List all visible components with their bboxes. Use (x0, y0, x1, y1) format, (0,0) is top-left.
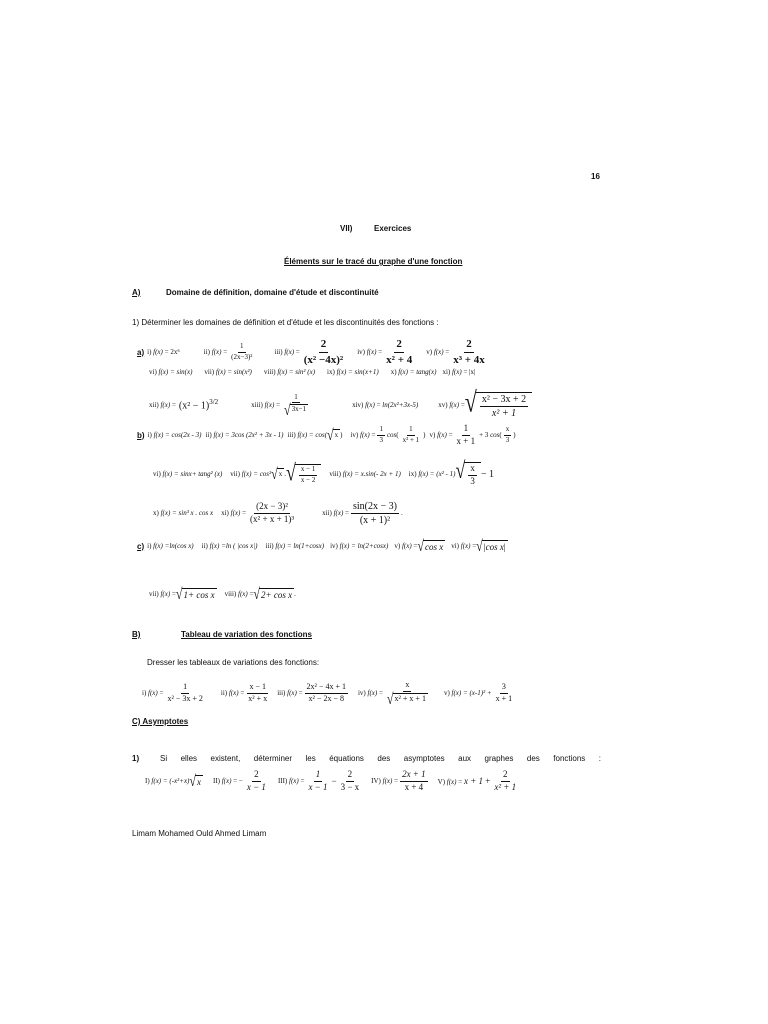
section-title: Exercices (374, 224, 412, 233)
formula-row-b2: vi) f(x) = sinx+ tang² (x) vii) f(x) = cos² √ x . √ $\frac{x - 1}{x - 2}$ viii) f(x) = x.sin(- 2x + 1) ix) f(x) = (x² - 1) √ $\frac{x}{3}$ − 1 (153, 456, 494, 486)
formula-row-b1: b) i) f(x) = cos(2x - 3) ii) f(x) = 3cos (2x² + 3x - 1) iii) f(x) = cos( √ x ) iv) f(x) = $\frac{1}{3}$ cos( $\frac{1}{\text{x² + 1}}$ ) v) f(x) = $\frac{1}{x + 1}$ + 3 cos( $\frac{x}{3}$ ) (137, 422, 516, 446)
formula-row-c-part: I) f(x) = (-x²+x) √ x II) f(x) = − $\frac{2}{x - 1}$ III) f(x) = $\frac{1}{x - 1}$ − $\frac{2}{3 - x}$ IV) f(x) = $\frac{2x + 1}{x + 4}$ V) f(x) = x + 1 + $\frac{2}{\text{x² + 1}}$ (145, 768, 517, 792)
formula-row-b3: x) f(x) = sin³ x . cos x xi) f(x) = $\frac{\text{(2x − 3)²}}{\text{(x² + x + 1)³}}$ xii) f(x) = $\frac{\sin(2x - 3)}{\text{(x + 1)²}}$ . (153, 500, 403, 526)
part-b-label: B) (132, 630, 141, 639)
formula-row-c2: vii) f(x) = √ 1+ cos x viii) f(x) = √ 2+ cos x . (149, 584, 296, 604)
part-a-title: Domaine de définition, domaine d'étude et discontinuité (166, 288, 379, 297)
formula-row-a1: a) i) f(x) = 2x⁶ ii) f(x) = $\frac{1}{\text{(2x−3)²}}$ iii) f(x) = $\frac{2}{\text{(x² −4x)²}}$ iv) f(x) = $\frac{2}{\text{x² + 4}}$ v) f(x) = $\frac{2}{\text{x³ + 4x}}$ (137, 338, 485, 366)
author: Limam Mohamed Ould Ahmed Limam (132, 829, 267, 838)
subtitle: Éléments sur le tracé du graphe d'une fonction (284, 257, 463, 266)
question-1: 1) Déterminer les domaines de définition et d'étude et les discontinuités des fonctions : (132, 318, 439, 327)
part-c-question-number: 1) (132, 754, 140, 763)
part-c-title: C) Asymptotes (132, 717, 189, 726)
part-b-title: Tableau de variation des fonctions (181, 630, 312, 639)
page-number: 16 (591, 172, 600, 181)
section-number: VII) (340, 224, 353, 233)
part-c-question: Si elles existent, déterminer les équations des asymptotes aux graphes des fonctions : (160, 754, 601, 763)
formula-row-a3: xii) f(x) = $(x^2 - 1)^{3/2}$ xiii) f(x) = 1 √ 3x−1 xiv) f(x) = ln(2x²+3x-5) xv) f(x) = √ $\frac{\text{x² − 3x + 2}}{\text{x² + 1}}$ (149, 392, 532, 418)
formula-row-b-part: i) f(x) = $\frac{1}{\text{x² − 3x + 2}}$ ii) f(x) = $\frac{x - 1}{\text{x² + x}}$ iii) f(x) = $\frac{\text{2x² − 4x + 1}}{\text{x² − 2x − 8}}$ iv) f(x) = x √ x² + x + 1 v) f(x) = (x-1)² + $\frac{3}{x + 1}$ (142, 680, 513, 708)
formula-row-a2: vi) f(x) = sin(x) vii) f(x) = sin(x²) viii) f(x) = sin² (x) ix) f(x) = sin(x+1) x) f(x) = tang(x) xi) f(x) = |x| (149, 368, 476, 376)
formula-row-c1: c) i) f(x) =ln(cos x) ii) f(x) =ln ( |cos x|) iii) f(x) = ln(1+cosx) iv) f(x) = ln(2+cosx) v) f(x) = √ cos x vi) f(x) = √ |cos x| (137, 536, 506, 556)
part-b-instruction: Dresser les tableaux de variations des fonctions: (147, 658, 320, 667)
part-a-label: A) (132, 288, 141, 297)
